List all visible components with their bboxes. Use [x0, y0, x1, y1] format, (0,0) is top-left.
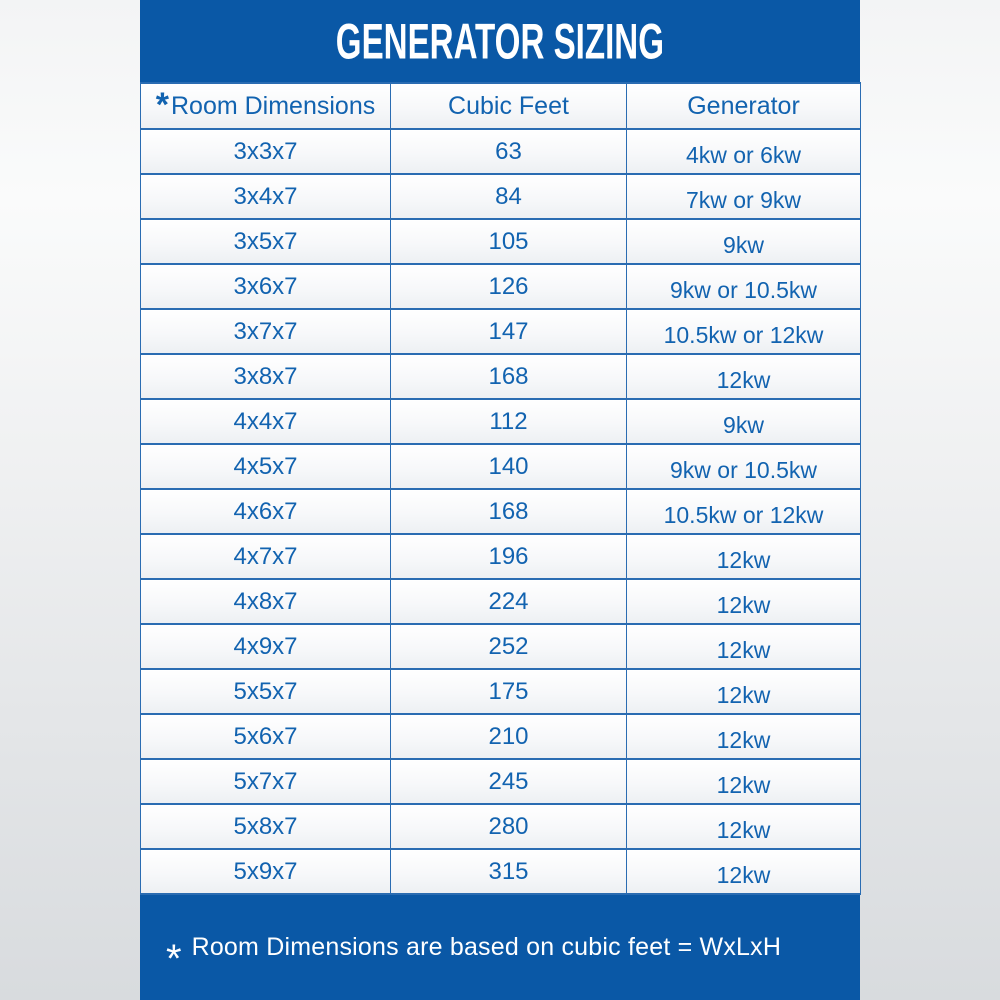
sizing-table — [140, 82, 861, 895]
table-row — [141, 309, 861, 354]
table-row — [141, 129, 861, 174]
generator-sizing-panel — [140, 0, 860, 1000]
room-dimensions-cell: 5x7x7 — [141, 759, 391, 804]
cubic-feet-cell: 224 — [391, 579, 627, 624]
footnote: * Room Dimensions are based on cubic feet = WxLxH — [166, 933, 782, 981]
table-row — [141, 354, 861, 399]
table-row — [141, 669, 861, 714]
generator-cell: 10.5kw or 12kw — [627, 489, 861, 534]
room-dimensions-cell: 5x8x7 — [141, 804, 391, 849]
room-dimensions-cell: 4x7x7 — [141, 534, 391, 579]
footnote-text: Room Dimensions are based on cubic feet = WxLxH — [191, 933, 782, 961]
col-header-room-dimensions-label: Room Dimensions — [170, 91, 376, 120]
cubic-feet-cell: 112 — [391, 399, 627, 444]
table-body — [141, 129, 861, 894]
cubic-feet-cell: 168 — [391, 489, 627, 534]
col-header-cubic-feet: Cubic Feet — [391, 83, 627, 129]
generator-cell: 12kw — [627, 579, 861, 624]
table-row — [141, 849, 861, 894]
room-dimensions-cell: 4x5x7 — [141, 444, 391, 489]
generator-cell: 7kw or 9kw — [627, 174, 861, 219]
generator-cell: 12kw — [627, 624, 861, 669]
cubic-feet-cell: 252 — [391, 624, 627, 669]
table-row — [141, 534, 861, 579]
room-dimensions-cell: 4x4x7 — [141, 399, 391, 444]
generator-cell: 4kw or 6kw — [627, 129, 861, 174]
generator-cell: 12kw — [627, 354, 861, 399]
generator-cell: 9kw or 10.5kw — [627, 444, 861, 489]
cubic-feet-cell: 210 — [391, 714, 627, 759]
title-band — [140, 0, 860, 82]
asterisk-marker: * — [155, 85, 169, 124]
cubic-feet-cell: 175 — [391, 669, 627, 714]
generator-cell: 12kw — [627, 534, 861, 579]
table-row — [141, 264, 861, 309]
page-title-text: GENERATOR SIZING — [335, 12, 665, 70]
table-row — [141, 624, 861, 669]
generator-cell: 9kw — [627, 399, 861, 444]
header-row — [141, 83, 861, 129]
generator-cell: 10.5kw or 12kw — [627, 309, 861, 354]
table-row — [141, 489, 861, 534]
room-dimensions-cell: 3x7x7 — [141, 309, 391, 354]
room-dimensions-cell: 5x5x7 — [141, 669, 391, 714]
col-header-generator: Generator — [627, 83, 861, 129]
generator-cell: 9kw — [627, 219, 861, 264]
table-row — [141, 219, 861, 264]
generator-cell: 9kw or 10.5kw — [627, 264, 861, 309]
table-row — [141, 804, 861, 849]
room-dimensions-cell: 3x6x7 — [141, 264, 391, 309]
generator-cell: 12kw — [627, 669, 861, 714]
generator-cell: 12kw — [627, 714, 861, 759]
room-dimensions-cell: 4x8x7 — [141, 579, 391, 624]
cubic-feet-cell: 140 — [391, 444, 627, 489]
cubic-feet-cell: 245 — [391, 759, 627, 804]
generator-cell: 12kw — [627, 804, 861, 849]
room-dimensions-cell: 5x6x7 — [141, 714, 391, 759]
cubic-feet-cell: 196 — [391, 534, 627, 579]
page-title — [272, 14, 728, 68]
table-row — [141, 444, 861, 489]
room-dimensions-cell: 4x9x7 — [141, 624, 391, 669]
table-header — [141, 83, 861, 129]
cubic-feet-cell: 147 — [391, 309, 627, 354]
room-dimensions-cell: 3x5x7 — [141, 219, 391, 264]
cubic-feet-cell: 315 — [391, 849, 627, 894]
cubic-feet-cell: 126 — [391, 264, 627, 309]
generator-cell: 12kw — [627, 849, 861, 894]
cubic-feet-cell: 105 — [391, 219, 627, 264]
room-dimensions-cell: 5x9x7 — [141, 849, 391, 894]
cubic-feet-cell: 84 — [391, 174, 627, 219]
table-row — [141, 759, 861, 804]
table-row — [141, 399, 861, 444]
cubic-feet-cell: 63 — [391, 129, 627, 174]
cubic-feet-cell: 280 — [391, 804, 627, 849]
generator-cell: 12kw — [627, 759, 861, 804]
room-dimensions-cell: 3x8x7 — [141, 354, 391, 399]
table-row — [141, 579, 861, 624]
table-row — [141, 174, 861, 219]
room-dimensions-cell: 4x6x7 — [141, 489, 391, 534]
table-row — [141, 714, 861, 759]
col-header-room-dimensions — [141, 83, 391, 129]
cubic-feet-cell: 168 — [391, 354, 627, 399]
room-dimensions-cell: 3x4x7 — [141, 174, 391, 219]
room-dimensions-cell: 3x3x7 — [141, 129, 391, 174]
